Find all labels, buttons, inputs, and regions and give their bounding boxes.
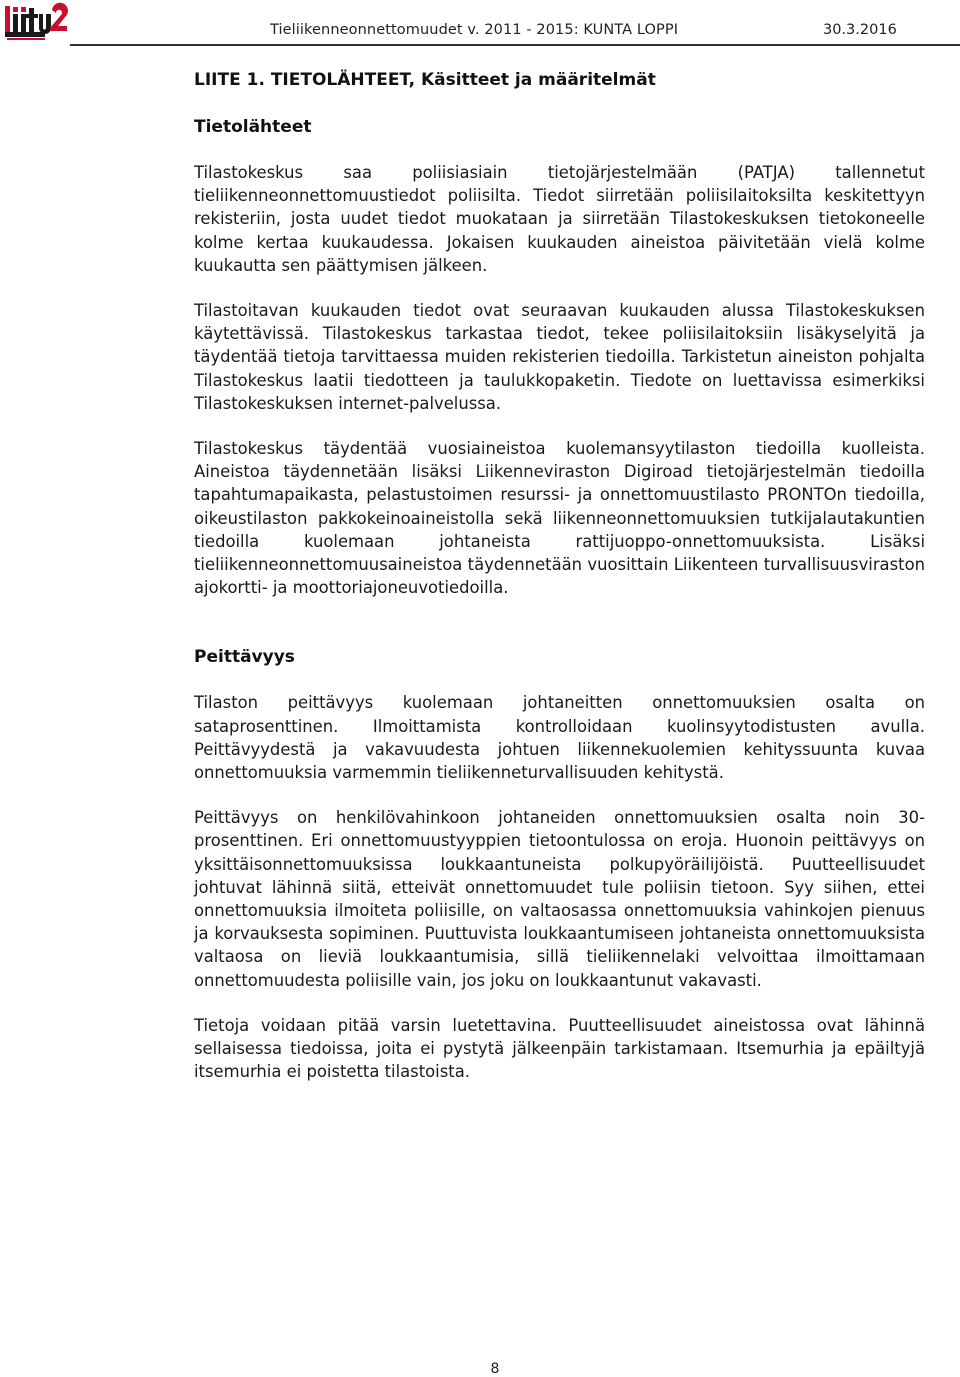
main-content [194,68,925,1084]
section-title-peittavyys: Peittävyys [194,647,295,668]
paragraph: Tilaston peittävyys kuolemaan johtaneitten onnettomuuksien osalta on sataprosenttinen. Ilmoittamista kontrolloidaan kuolinsyytodistusten avulla. Peittävyydestä ja vakavuudesta johtuen liikennekuolemien kehityssuunta kuvaa onnettomuuksia varmemmin tieliikenneturvallisuuden kehitystä. [194,693,925,783]
document-title: Tieliikenneonnettomuudet v. 2011 - 2015: KUNTA LOPPI [270,22,679,38]
paragraph: Tietoja voidaan pitää varsin luetettavina. Puutteellisuudet aineistossa ovat lähinnä sellaisessa tiedoissa, joita ei pystytä jälkeenpäin tarkistamaan. Itsemurhia ja epäiltyjä itsemurhia ei poistetta tilastoista. [194,1015,925,1082]
paragraph: Tilastoitavan kuukauden tiedot ovat seuraavan kuukauden alussa Tilastokeskuksen käytettävissä. Tilastokeskus tarkastaa tiedot, tekee poliisilaitoksiin lisäkyselyitä ja täydentää tietoja tarvittaessa muiden rekisterien tiedoilla. Tarkistetun aineiston pohjalta Tilastokeskus laatii tiedotteen ja taulukkopaketin. Tiedote on luettavissa esimerkiksi Tilastokeskuksen internet-palvelussa. [194,301,925,413]
liitu-logo [3,2,69,42]
page-number: 8 [490,1361,500,1377]
header-divider [70,44,960,46]
appendix-heading: LIITE 1. TIETOLÄHTEET, Käsitteet ja määritelmät [194,70,656,90]
page-header [0,0,960,48]
paragraph: Tilastokeskus saa poliisiasiain tietojärjestelmään (PATJA) tallennetut tieliikenneonnettomuustiedot poliisilta. Tiedot siirretään poliisilaitoksilta keskitettyyn rekisteriin, josta uudet tiedot muokataan ja siirretään Tilastokeskuksen tietokoneelle kolme kertaa kuukaudessa. Jokaisen kuukauden aineistoa päivitetään vielä kolme kuukautta sen päättymisen jälkeen. [194,163,925,275]
paragraph: Peittävyys on henkilövahinkoon johtaneiden onnettomuuksien osalta noin 30-prosenttinen. Eri onnettomuustyyppien tietoontulossa on eroja. Huonoin peittävyys on yksittäisonnettomuuksissa loukkaantuneista polkupyöräilijöistä. Puutteellisuudet johtuvat lähinnä siitä, etteivät onnettomuudet tule poliisin tietoon. Syy siihen, ettei onnettomuuksia ilmoiteta poliisille, on valtaosassa onnettomuuksia vahinkojen pienuus ja korvauksesta sopiminen. Puuttuvista loukkaantumiseen johtaneista onnettomuuksista valtaosa on lieviä loukkaantumisia, sillä tieliikennelaki velvoittaa ilmoittamaan onnettomuudesta poliisille vain, jos joku on loukkaantunut vakavasti. [194,808,925,990]
section-title-tietolahteet: Tietolähteet [194,117,312,137]
document-date: 30.3.2016 [823,22,897,38]
paragraph: Tilastokeskus täydentää vuosiaineistoa kuolemansyytilaston tiedoilla kuolleista. Aineistoa täydennetään lisäksi Liikenneviraston Digiroad tietojärjestelmän tiedoilla tapahtumapaikasta, pelastustoimen resurssi- ja onnettomuustilasto PRONTOn tiedoilla, oikeustilaston pakkokeinoaineistolla sekä liikenneonnettomuuksien tutkijalautakuntien tiedoilla kuolemaan johtaneista rattijuoppo-onnettomuuksista. Lisäksi tieliikenneonnettomuusaineistoa täydennetään vuosittain Liikenteen turvallisuusviraston ajokortti- ja moottoriajoneuvotiedoilla. [194,439,925,598]
